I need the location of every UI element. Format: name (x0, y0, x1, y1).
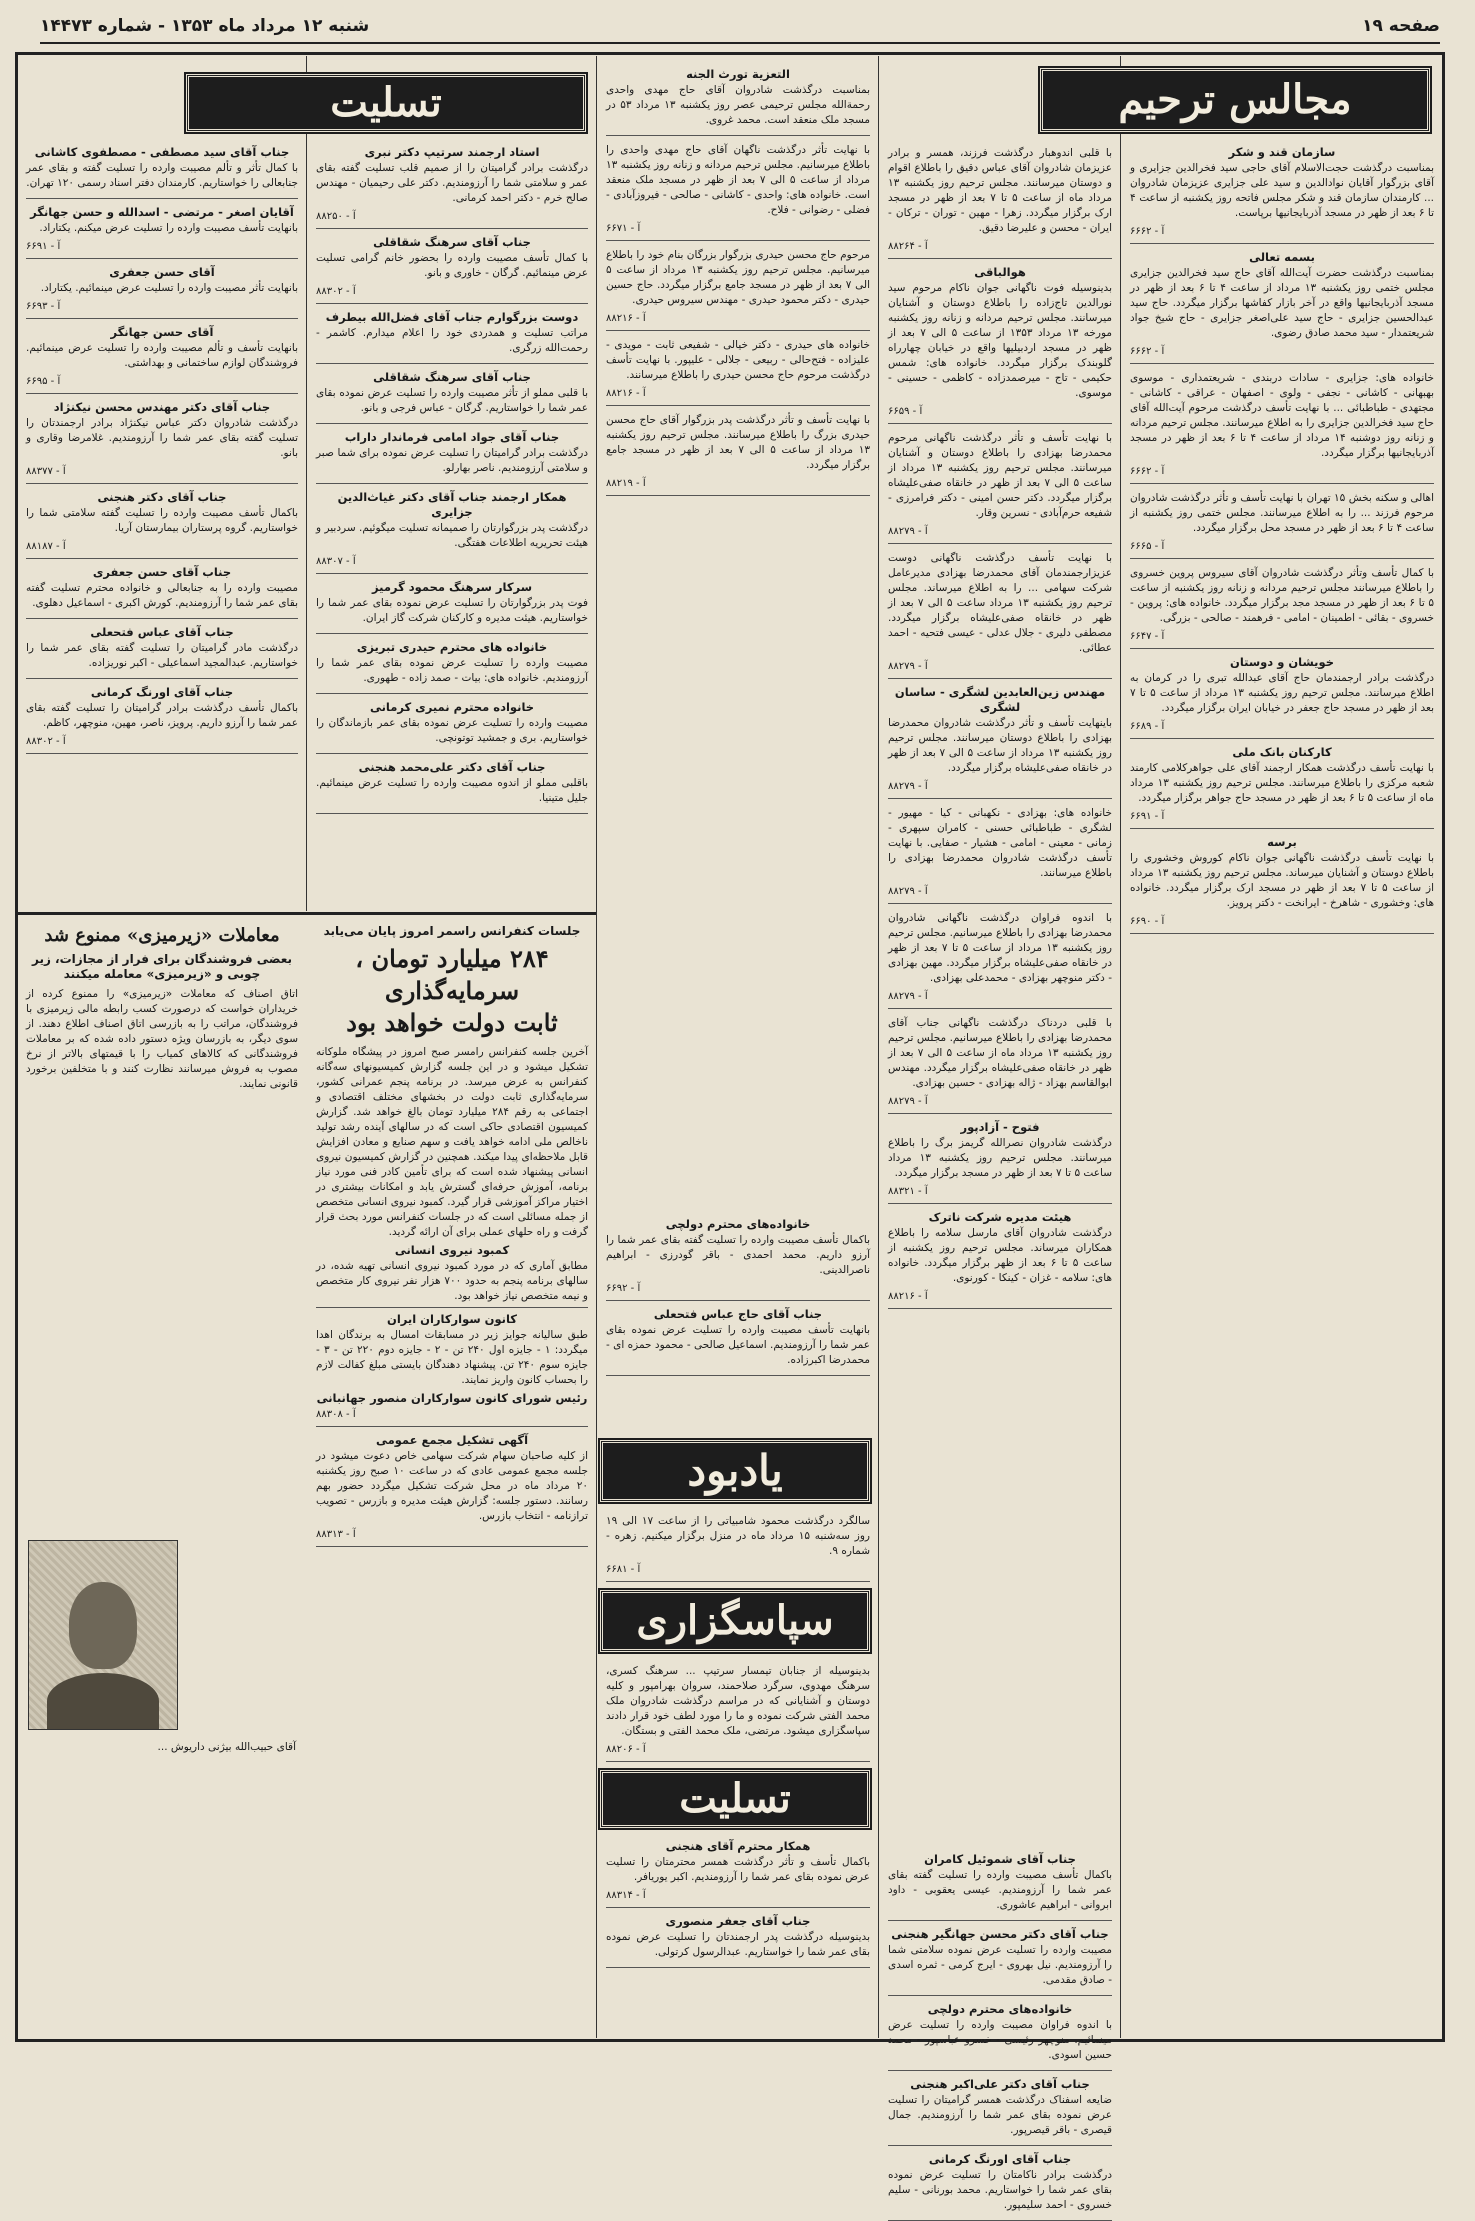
news-body: آخرین جلسه کنفرانس رامسر صبح امروز در پیشگاه ملوکانه تشکیل میشود و در این جلسه گزارش کمیسیونهای سه‌گانه کنفرانس به عرض میرسد. در برنامه پنجم عمرانی کشور، سرمایه‌گذاری ثابت دولت در بخشهای مختلف اقتصادی و اجتماعی به رقم ۲۸۴ میلیارد تومان بالغ خواهد شد. گزارش کمیسیون اقتصادی حاکی است که در سالهای آینده رشد تولید ناخالص ملی ادامه خواهد یافت و سهم صنایع و معادن افزایش قابل ملاحظه‌ای پیدا میکند. همچنین در گزارش کمیسیون نیروی انسانی پیشنهاد شده است که برای تأمین کادر فنی مورد نیاز برنامه، آموزش حرفه‌ای گسترش یابد و امکانات بیشتری در اختیار مراکز آموزشی قرار گیرد. کمبود نیروی انسانی متخصص از جمله مسائلی است که در جلسات کنفرانس مورد بحث قرار گرفت و راه حلهای عملی برای آن ارائه گردید. (316, 1046, 588, 1238)
notice-item: با کمال تأسف وتأثر درگذشت شادروان آقای سیروس پروین خسروی را باطلاع میرسانند مجلس ترحیم مردانه و زنانه روز یکشنبه از ساعت ۵ تا ۶ بعد از ظهر در مسجد مجد برگزار میگردد. خانواده های: پروین - خسروی - بقائی - اطمینان - امامی - فرهمند - صالحی - بزرگی. آ - ۶۶۴۷ (1130, 562, 1434, 649)
notice-item: فتوح - آزادپور درگذشت شادروان نصرالله گریمز برگ را باطلاع میرسانند. مجلس ترحیم روز یکشنبه ۱۳ مرداد ساعت ۵ تا ۷ بعد از ظهر در مسجد برگزار میگردد. آ - ۸۸۳۲۱ (888, 1117, 1112, 1204)
portrait-shoulders (47, 1673, 159, 1729)
union-body: طبق سالیانه جوایز زیر در مسابقات امسال به برندگان اهدا میگردد: ۱ - جایزه اول ۲۴۰ تن - ۲ - جایزه دوم ۲۲۰ تن - ۳ - جایزه سوم ۲۴۰ تن. پیشنهاد دهندگان بایستی مبلغ کفالت لازم را بحساب کانون واریز نمایند. (316, 1329, 588, 1386)
notice-item: بدینوسیله از جنابان تیمسار سرتیپ ... سرهنگ کسری، سرهنگ مهدوی، سرگرد صلاحمند، سروان بهرامپور و کلیه دوستان و آشنایانی که در مراسم درگذشت شادروان ملک محمد الفتی شرکت نموده و ما را مورد لطف خود قرار دادند سپاسگزاری میشود. مرتضی، ملک محمد الفتی و بستگان. آ - ۸۸۲۰۶ (606, 1660, 870, 1762)
assembly-notice: آگهی تشکیل مجمع عمومی از کلیه صاحبان سهام شرکت سهامی خاص دعوت میشود در جلسه مجمع عمومی عادی که در ساعت ۱۰ صبح روز یکشنبه ۲۰ مرداد ماه در محل شرکت تشکیل میگردد حضور بهم رسانند. دستور جلسه: گزارش هیئت مدیره و بازرس - تصویب ترازنامه - انتخاب بازرس. آ - ۸۸۳۱۳ (316, 1430, 588, 1547)
issue-date: شنبه ۱۲ مرداد ماه ۱۳۵۳ - شماره ۱۴۴۷۳ (40, 16, 370, 36)
notice-item: خانواده های حیدری - دکتر خیالی - شفیعی ثابت - مویدی - علیزاده - فتح‌حالی - ربیعی - جلالی - علیپور. با نهایت تأسف درگذشت مرحوم حاج محسن حیدری را باطلاع میرسانند. آ - ۸۸۲۱۶ (606, 334, 870, 406)
notice-item: همکار محترم آقای هنجنی باکمال تأسف و تأثر درگذشت همسر محترمتان را تسلیت عرض نموده بقای عمر شما را آرزومندیم. اکبر یوریافر. آ - ۸۸۳۱۴ (606, 1836, 870, 1908)
notice-item: سازمان قند و شکر بمناسبت درگذشت حجت‌الاسلام آقای حاجی سید فخرالدین جزایری و آقای بزرگوار آقایان نوادالدین و سید علی جزایری عزیزمان شادروان ... کارمندان سازمان قند و شکر مجلس فاتحه روز یکشنبه از ساعت ۴ تا ۶ بعد از ظهر در مسجد آذربایجانیها برپاست. آ - ۶۶۶۲ (1130, 142, 1434, 244)
news-subbody: مطابق آماری که در مورد کمبود نیروی انسانی تهیه شده، در سالهای برنامه پنجم به حدود ۷۰۰ هزار نفر نیروی کار متخصص و نیمه متخصص نیاز خواهد بود. (316, 1260, 589, 1302)
notice-item: آقای حسن جعفری بانهایت تأثر مصیبت وارده را تسلیت عرض مینمائیم. یکتاراد. آ - ۶۶۹۳ (26, 262, 298, 319)
notice-item: جناب آقای سید مصطفی - مصطفوی کاشانی با کمال تأثر و تألم مصیبت وارده را تسلیت گفته و بقای عمر جنابعالی را خواستاریم. کارمندان دفتر اسناد رسمی ۱۲۰ تهران. (26, 142, 298, 199)
divider-c3 (596, 56, 597, 2038)
notice-item: جناب آقای شموئیل کامران باکمال تأسف مصیبت وارده را تسلیت گفته بقای عمر شما را آرزومندیم. عیسی یعقوبی - داود ابروانی - ابراهیم عاشوری. (888, 1849, 1112, 1921)
notice-item: جناب آقای دکتر علی‌اکبر هنجنی ضایعه اسفناک درگذشت همسر گرامیتان را تسلیت عرض نموده بقای عمر شما را آرزومندیم. جمال قیصری - باقر قیصرپور. (888, 2074, 1112, 2146)
section-title-majales-tarhim: مجالس ترحیم (1040, 68, 1430, 132)
divider-c4 (306, 56, 307, 911)
news-headline-1: ۲۸۴ میلیارد تومان ، سرمایه‌گذاری (355, 944, 549, 1005)
column-2-bottom (882, 1845, 1118, 2211)
notice-item: خانواده های محترم حیدری تبریزی مصیبت وارده را تسلیت عرض نموده بقای عمر شما را آرزومندیم. خانواده های: بیات - صمد زاده - طهوری. (316, 637, 588, 694)
notice-item: جناب آقای حسن جعفری مصیبت وارده را به جنابعالی و خانواده محترم تسلیت گفته بقای عمر شما را آرزومندیم. کورش اکبری - اسماعیل دهلوی. (26, 562, 298, 619)
union-title: کانون سوارکاران ایران (387, 1312, 517, 1326)
notice-item: جناب آقای دکتر هنجنی باکمال تأسف مصیبت وارده را تسلیت گفته سلامتی شما را خواستاریم. گروه پرستاران بیمارستان آریا. آ - ۸۸۱۸۷ (26, 487, 298, 559)
news-kicker: جلسات کنفرانس راسمر امروز پایان می‌یابد (323, 924, 581, 938)
column-2-tail (882, 1500, 1118, 1508)
notice-item: بسمه تعالی بمناسبت درگذشت حضرت آیت‌الله آقای حاج سید فخرالدین جزایری مجلس ختمی روز یکشنبه ۱۳ مرداد از ساعت ۴ تا ۶ بعد از ظهر در مسجد آذربایجانیها واقع در آخر بازار کفاشها برگزار میگردد. حاج سید عبدالحسین جزایری - حاج سید علی‌اصغر جزایری - حاج شیخ جواد شریعتمدار - سید محمد صادق رضوی. آ - ۶۶۶۲ (1130, 247, 1434, 364)
notice-item: مرحوم حاج محسن حیدری بزرگوار بزرگان بنام خود را باطلاع میرسانیم. مجلس ترحیم روز یکشنبه ۱۳ مرداد از ساعت ۵ الی ۷ بعد از ظهر در مسجد جامع برگزار میگردد. حاج حسین حیدری - دکتر محمود حیدری - مهندس سیروس حیدری. آ - ۸۸۲۱۶ (606, 244, 870, 331)
section-title-yadbood: یادبود (600, 1440, 870, 1502)
portrait-photo (28, 1540, 178, 1730)
notice-item: با قلبی اندوهبار درگذشت فرزند، همسر و برادر عزیزمان شادروان آقای عباس دقیق را باطلاع اقوام و دوستان میرسانند. مجلس ترحیم روز یکشنبه ۱۳ مرداد ماه از ساعت ۵ تا ۷ بعد از ظهر در مسجد ارک برگزار میگردد. زهرا - مهین - توران - ترکان - ایران - محسن و علیرضا دقیق. آ - ۸۸۲۶۴ (888, 142, 1112, 259)
notice-item: جناب آقای دکتر مهندس محسن نیکنژاد درگذشت شادروان دکتر عباس نیکنژاد برادر ارجمندتان را تسلیت گفته بقای عمر شما را آرزومندیم. غلامرضا وقاری و بانو. آ - ۸۸۳۷۷ (26, 397, 298, 484)
column-5-upper (20, 138, 304, 908)
notice-item: مهندس زین‌العابدین لشگری - ساسان لشگری باینهایت تأسف و تأثر درگذشت شادروان محمدرضا بهزادی را باطلاع دوستان میرسانند. مجلس ترحیم روز یکشنبه ۱۳ مرداد از ساعت ۵ الی ۷ بعد از ظهر در خانقاه صفی‌علیشاه برگزار میگردد. آ - ۸۸۲۷۹ (888, 682, 1112, 799)
notice-item: با نهایت تأسف و تأثر درگذشت پدر بزرگوار آقای حاج محسن حیدری بزرگ را باطلاع میرسانند. مجلس ترحیم روز یکشنبه ۱۳ مرداد از ساعت ۵ الی ۷ بعد از ظهر در مسجد جامع برگزار میگردد. آ - ۸۸۲۱۹ (606, 409, 870, 496)
notice-item: همکار ارجمند جناب آقای دکتر غیاث‌الدین جزایری درگذشت پدر بزرگوارتان را صمیمانه تسلیت میگوئیم. سردبیر و هیئت تحریریه اطلاعات هفتگی. آ - ۸۸۳۰۷ (316, 487, 588, 574)
notice-item: جناب آقای اورنگ کرمانی درگذشت برادر ناکامتان را تسلیت عرض نموده بقای عمر شما را خواستاریم. محمد بورنانی - سلیم خسروی - احمد سلیمپور. (888, 2149, 1112, 2221)
notice-item: با نهایت تأسف درگذشت ناگهانی دوست عزیزارجمندمان آقای محمدرضا بهزادی مدیرعامل شرکت سهامی ... را به اطلاع میرساند. مجلس ترحیم روز یکشنبه ۱۳ مرداد ساعت ۵ الی ۷ بعد از ظهر در خانقاه صفی‌علیشاه برگزار میگردد. مصطفی دلیری - جلال عدلی - عیسی فتحیه - احمد عطائی. آ - ۸۸۲۷۹ (888, 547, 1112, 679)
union-notice: کانون سوارکاران ایران طبق سالیانه جوایز زیر در مسابقات امسال به برندگان اهدا میگردد: ۱ - جایزه اول ۲۴۰ تن - ۲ - جایزه دوم ۲۲۰ تن - ۳ - جایزه سوم ۲۴۰ تن. پیشنهاد دهندگان بایستی مبلغ کفالت لازم را بحساب کانون واریز نمایند. رئیس شورای کانون سوارکاران منصور جهانبانی آ - ۸۸۳۰۸ (316, 1307, 588, 1427)
divider-c1 (1120, 56, 1121, 2038)
notice-item: خویشان و دوستان درگذشت برادر ارجمندمان حاج آقای عبدالله تبری را در کرمان به اطلاع میرسانند. مجلس ترحیم روز یکشنبه ۱۳ مرداد از ساعت ۵ تا ۷ بعد از ظهر در مسجد حاج جعفر در خیابان ایران برگزار میگردد. آ - ۶۶۸۹ (1130, 652, 1434, 739)
notice-item: جناب آقای عباس فتحعلی درگذشت مادر گرامیتان را تسلیت گفته بقای عمر شما را خواستاریم. عبدالمجید اسماعیلی - اکبر نوریزاده. (26, 622, 298, 679)
trade-headline: معاملات «زیرمیزی» ممنوع شد (44, 925, 280, 946)
notice-item: خانواده‌های محترم دولچی با اندوه فراوان مصیبت وارده را تسلیت عرض مینمائیم. منوچهر رئیسی - خسرو عباسپور - محمد حسین اسودی. (888, 1999, 1112, 2071)
notice-item: کارکنان بانک ملی با نهایت تأسف درگذشت همکار ارجمند آقای علی جواهرکلامی کارمند شعبه مرکزی را باطلاع میرسانند. مجلس ترحیم روز یکشنبه ۱۳ مرداد ماه از ساعت ۵ تا ۶ بعد از ظهر در مسجد حاج جواهر برگزار میگردد. آ - ۶۶۹۱ (1130, 742, 1434, 829)
page-number: صفحه ۱۹ (1362, 16, 1440, 36)
notice-item: هوالباقی بدینوسیله فوت ناگهانی جوان ناکام مرحوم سید نورالدین تاج‌زاده را باطلاع دوستان و آشنایان میرسانند. مجلس ترحیم مردانه و زنانه روز یکشنبه مورخه ۱۳ مرداد ۱۳۵۳ از ساعت ۵ الی ۷ بعد از ظهر در مسجد اردبیلیها واقع در خیابان چهارراه گلوبندک برگزار میگردد. خانواده های: شمس حکیمی - تاج - میرصمدزاده - کاظمی - حسینی - موسوی. آ - ۶۶۵۹ (888, 262, 1112, 424)
notice-item: جناب آقای سرهنگ شقاقلی با کمال تأسف مصیبت وارده را بحضور خانم گرامی تسلیت عرض مینمائیم. گرگان - خاوری و بانو. آ - ۸۸۳۰۲ (316, 232, 588, 304)
divider-c2 (878, 56, 879, 2038)
notice-item: سالگرد درگذشت محمود شامبیاتی را از ساعت ۱۷ الی ۱۹ روز سه‌شنبه ۱۵ مرداد ماه در منزل برگزار میکنیم. زهره - شماره ۹. آ - ۶۶۸۱ (606, 1510, 870, 1582)
notice-item: با نهایت تأسف و تأثر درگذشت ناگهانی مرحوم محمدرضا بهزادی را باطلاع دوستان و آشنایان میرسانند. مجلس ترحیم روز یکشنبه ۱۳ مرداد از ساعت ۵ الی ۷ بعد از ظهر در خانقاه صفی‌علیشاه برگزار میگردد. دکتر حسن امینی - دکتر فرامرزی - شفیعه حرم‌آبادی - نسرین وقار. آ - ۸۸۲۷۹ (888, 427, 1112, 544)
separator-lower (18, 912, 596, 915)
notice-item: آقای حسن جهانگر بانهایت تأسف و تألم مصیبت وارده را تسلیت عرض مینمائیم. فروشندگان لوازم ساختمانی و بهداشتی. آ - ۶۶۹۵ (26, 322, 298, 394)
notice-item: خانواده های: بهزادی - نکهبانی - کیا - مهیور - لشگری - طباطبائی حسنی - کامران سپهری - زمانی - معینی - امامی - هشیار - صفایی. با نهایت تأسف درگذشت شادروان محمدرضا بهزادی را باطلاع میرسانند. آ - ۸۸۲۷۹ (888, 802, 1112, 904)
notice-item: برسه با نهایت تأسف درگذشت ناگهانی جوان ناکام کوروش وخشوری را باطلاع دوستان و آشنایان میرساند. مجلس ترحیم روز یکشنبه ۱۳ مرداد از ساعت ۵ تا ۷ بعد از ظهر در مسجد ارک برگزار میگردد. خانواده های: وخشوری - شاهرخ - ایرانخت - دکتر پرویز. آ - ۶۶۹۰ (1130, 832, 1434, 934)
notice-item: هیئت مدیره شرکت ناترک درگذشت شادروان آقای مارسل سلامه را باطلاع همکاران میرساند. مجلس ترحیم روز یکشنبه از ساعت ۵ تا ۶ بعد از ظهر برگزار میگردد. خانواده های: سلامه - غزان - کینکا - کورنوی. آ - ۸۸۲۱۶ (888, 1207, 1112, 1309)
notice-item: جناب آقای دکتر علی‌محمد هنجنی باقلبی مملو از اندوه مصیبت وارده را تسلیت عرض مینمائیم. جلیل متینیا. (316, 757, 588, 814)
column-3-lower (600, 1506, 876, 1590)
notice-item: سرکار سرهنگ محمود گرمیز فوت پدر بزرگوارتان را تسلیت عرض نموده بقای عمر شما را خواستاریم. هیئت مدیره و کارکنان شرکت گاز ایران. (316, 577, 588, 634)
notice-item: آقایان اصغر - مرتضی - اسدالله و حسن جهانگر بانهایت تأسف مصیبت وارده را تسلیت عرض میکنم. یکتاراد. آ - ۶۶۹۱ (26, 202, 298, 259)
section-title-sepasgozari: سپاسگزاری (600, 1590, 870, 1652)
trade-subtitle: بعضی فروشندگان برای فرار از مجازات، زیر چوبی و «زیرمیزی» معامله میکنند (32, 952, 292, 981)
section-title-tasliyat-top: تسلیت (186, 74, 586, 132)
union-sign: رئیس شورای کانون سوارکاران منصور جهانبانی (316, 1391, 588, 1405)
column-right (1124, 138, 1440, 2033)
notice-item: جناب آقای دکتر محسن جهانگیر هنجنی مصیبت وارده را تسلیت عرض نموده سلامتی شما را آرزومندیم. نیل بهروی - ایرج کرمی - ثمره اسدی - صادق مقدمی. (888, 1924, 1112, 1996)
assembly-title: آگهی تشکیل مجمع عمومی (375, 1433, 529, 1447)
column-2 (882, 138, 1118, 2033)
notice-item: با قلبی دردناک درگذشت ناگهانی جناب آقای محمدرضا بهزادی را باطلاع میرسانیم. مجلس ترحیم روز یکشنبه ۱۳ مرداد ماه از ساعت ۵ الی ۷ بعد از ظهر در خانقاه صفی‌علیشاه برگزار میگردد. مهندس ابوالقاسم بهزاد - ژاله بهزادی - حسین بهزادی. آ - ۸۸۲۷۹ (888, 1012, 1112, 1114)
assembly-body: از کلیه صاحبان سهام شرکت سهامی خاص دعوت میشود در جلسه مجمع عمومی عادی که در ساعت ۱۰ صبح روز یکشنبه ۲۰ مرداد ماه در محل شرکت تشکیل میگردد حضور بهم رسانند. دستور جلسه: گزارش هیئت مدیره و بازرس - تصویب ترازنامه - انتخاب بازرس. (316, 1450, 588, 1522)
notice-item: جناب آقای سرهنگ شقاقلی با قلبی مملو از تأثر مصیبت وارده را تسلیت عرض نموده بقای عمر شما را خواستاریم. گرگان - عباس فرجی و بانو. (316, 367, 588, 424)
section-title-tasliyat-mid: تسلیت (600, 1770, 870, 1828)
notice-item: خانواده های: جزایری - سادات دربندی - شریعتمداری - موسوی بهبهانی - کاشانی - نجفی - ولوی - اصفهان - عراقی - کاشانی - مجتهدی - طباطبائی ... با نهایت تأسف درگذشت مرحوم آیت‌الله آقای حاج سید فخرالدین جزایری را به اطلاع میرسانند. مجلس ترحیم مردانه و زنانه روز دوشنبه ۱۴ مرداد از ساعت ۴ تا ۶ بعد از ظهر در مسجد آذربایجانیها برگزار میگردد. آ - ۶۶۶۲ (1130, 367, 1434, 484)
trade-body: اتاق اصناف که معاملات «زیرمیزی» را ممنوع کرده از خریداران خواست که درصورت کسب رابطه مالی زیرمیزی با فروشندگان، مراتب را به بازرسی اتاق اصناف اطلاع دهند. از سوی دیگر، به بازرسان ویژه دستور داده شده که بر معاملات فروشندگانی که کالاهای کمیاب را با قیمتهای بالاتر از نرخ مصوب به فروش میرسانند نظارت کنند و با متخلفین برخورد قانونی نمایند. (26, 988, 298, 1090)
notice-item: جناب آقای جواد امامی فرماندار داراب درگذشت برادر گرامیتان را تسلیت عرض نموده برای شما صبر و سلامتی آرزومندیم. ناصر بهارلو. (316, 427, 588, 484)
column-3-extra (600, 1210, 876, 1435)
column-3-sepas (600, 1656, 876, 1768)
notice-item: جناب آقای حاج عباس فتحعلی بانهایت تأسف مصیبت وارده را تسلیت عرض نموده بقای عمر شما را آرزومندیم. اسماعیل صالحی - محمود حمزه ای - محمدرضا اکبرزاده. (606, 1304, 870, 1376)
notice-item: اهالی و سکنه بخش ۱۵ تهران با نهایت تأسف و تأثر درگذشت شادروان مرحوم فرزند ... را به اطلاع میرسانند. مجلس ختمی روز یکشنبه از ساعت ۴ تا ۶ بعد از ظهر در مسجد محل برگزار میگردد. آ - ۶۶۶۵ (1130, 487, 1434, 559)
column-3-tasliyat (600, 1832, 876, 2037)
news-story (310, 920, 594, 2035)
notice-item: التعزیة تورث الجنه بمناسبت درگذشت شادروان آقای حاج مهدی واحدی رحمة‌الله مجلس ترحیمی عصر روز یکشنبه ۱۳ مرداد ۵۳ در مسجد ملک منعقد است. محمد غروی. (606, 64, 870, 136)
column-4-upper (310, 138, 594, 908)
news-subhead: کمبود نیروی انسانی (394, 1243, 510, 1257)
notice-item: خانواده محترم نمیری کرمانی مصیبت وارده را تسلیت عرض نموده بقای عمر بازماندگان را خواستاریم. بری و جمشید توتونچی. (316, 697, 588, 754)
notice-item: استاد ارجمند سرتیپ دکتر نبری درگذشت برادر گرامیتان را از صمیم قلب تسلیت گفته بقای عمر و سلامتی شما را آرزومندیم. دکتر علی رحیمیان - مهندس صالح خرم - دکتر احمد کرمانی. آ - ۸۸۲۵۰ (316, 142, 588, 229)
portrait-caption: آقای حبیب‌الله بیژنی داریوش ... (157, 1741, 296, 1753)
notice-item: جناب آقای جعفر منصوری بدینوسیله درگذشت پدر ارجمندتان را تسلیت عرض نموده بقای عمر شما را خواستاریم. عبدالرسول کرتولی. (606, 1911, 870, 1968)
notice-item: جناب آقای اورنگ کرمانی باکمال تأسف درگذشت برادر گرامیتان را تسلیت گفته بقای عمر شما را آرزو داریم. پرویز، ناصر، مهین، منوچهر، کاظم. آ - ۸۸۳۰۲ (26, 682, 298, 754)
notice-item: خانواده‌های محترم دولچی باکمال تأسف مصیبت وارده را تسلیت گفته بقای عمر شما را آرزو داریم. محمد احمدی - باقر گودرزی - ابراهیم ناصرالدینی. آ - ۶۶۹۲ (606, 1214, 870, 1301)
page-header (40, 10, 1440, 44)
news-headline-2: ثابت دولت خواهد بود (346, 1008, 558, 1037)
portrait-face (69, 1582, 137, 1668)
notice-item: با اندوه فراوان درگذشت ناگهانی شادروان محمدرضا بهزادی را باطلاع میرسانیم. مجلس ترحیم روز یکشنبه ۱۳ مرداد از ساعت ۵ تا ۷ بعد از ظهر در خانقاه صفی‌علیشاه برگزار میگردد. مهین بهزادی - دکتر منوچهر بهزادی - محمدعلی بهزادی. آ - ۸۸۲۷۹ (888, 907, 1112, 1009)
notice-item: دوست بزرگوارم جناب آقای فضل‌الله بیطرف مراتب تسلیت و همدردی خود را اعلام میدارم. کاشمر - رحمت‌الله زرگری. (316, 307, 588, 364)
notice-item: با نهایت تأثر درگذشت ناگهان آقای حاج مهدی واحدی را باطلاع میرسانیم. مجلس ترحیم مردانه و زنانه روز یکشنبه ۱۳ مرداد از ساعت ۵ الی ۷ بعد از ظهر در مسجد ملک منعقد است. خانواده های: واحدی - کاشانی - صالحی - فیروزآبادی - فضلی - رضوانی - فلاح. آ - ۶۶۷۱ (606, 139, 870, 241)
trade-story (20, 920, 304, 2035)
